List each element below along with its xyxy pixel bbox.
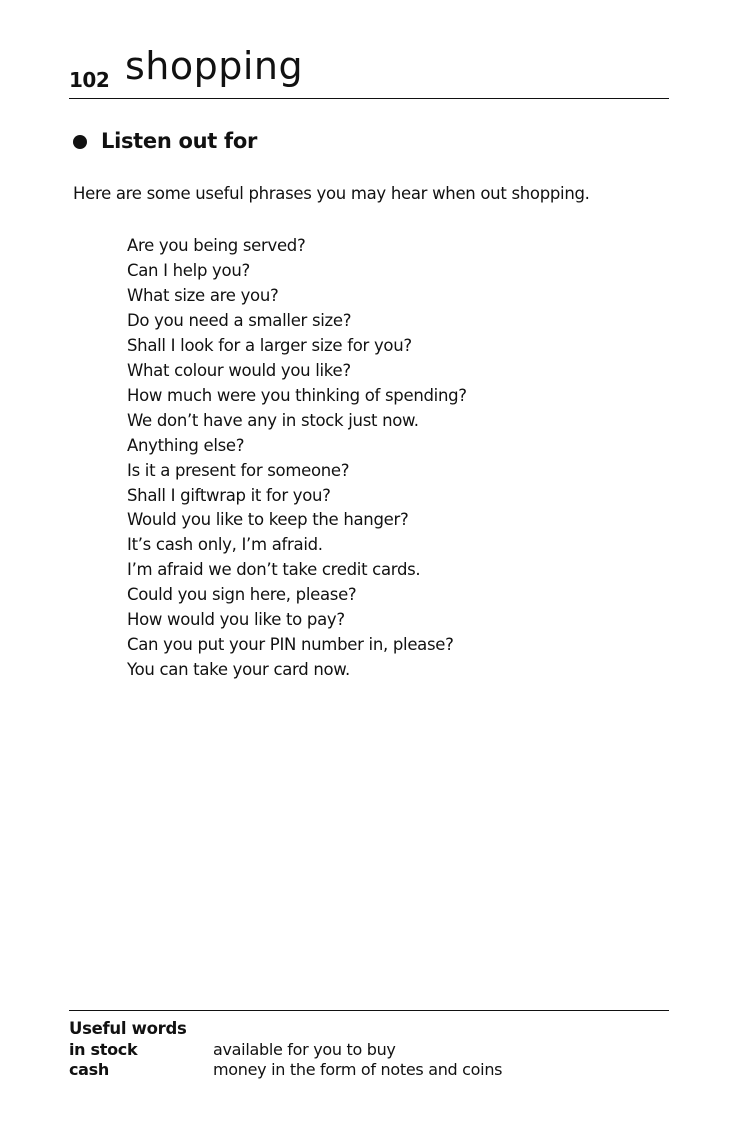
phrase-item: How much were you thinking of spending? [127, 385, 467, 405]
phrase-item: How would you like to pay? [127, 610, 345, 630]
section-heading-text: Listen out for [101, 129, 258, 153]
phrase-item: Can I help you? [127, 260, 250, 280]
phrase-item: Shall I look for a larger size for you? [127, 335, 412, 355]
phrase-item: What size are you? [127, 285, 279, 305]
phrase-item: Shall I giftwrap it for you? [127, 485, 331, 505]
phrase-item: Would you like to keep the hanger? [127, 510, 409, 530]
useful-words-title: Useful words [69, 1019, 187, 1038]
useful-words-box [69, 1010, 669, 1079]
phrase-item: Anything else? [127, 435, 245, 455]
phrase-item: It’s cash only, I’m afraid. [127, 535, 323, 555]
phrase-item: We don’t have any in stock just now. [127, 410, 419, 430]
phrase-item: You can take your card now. [127, 660, 350, 680]
intro-paragraph: Here are some useful phrases you may hear when out shopping. [73, 184, 590, 203]
phrase-item: Are you being served? [127, 236, 306, 255]
page-header [69, 44, 669, 99]
glossary-definition: money in the form of notes and coins [213, 1060, 503, 1079]
phrase-item: Do you need a smaller size? [127, 310, 352, 330]
phrase-item: Could you sign here, please? [127, 585, 357, 605]
phrase-item: Is it a present for someone? [127, 460, 350, 480]
page-number: 102 [69, 68, 110, 92]
phrase-item: Can you put your PIN number in, please? [127, 635, 454, 655]
section-heading [73, 129, 257, 153]
chapter-title: shopping [125, 44, 304, 88]
phrase-item: What colour would you like? [127, 360, 351, 380]
glossary-definition: available for you to buy [213, 1040, 396, 1059]
bullet-icon [73, 135, 87, 149]
glossary-term: cash [69, 1060, 109, 1079]
phrase-item: I’m afraid we don’t take credit cards. [127, 560, 421, 580]
glossary-term: in stock [69, 1040, 138, 1059]
phrase-list [127, 234, 467, 683]
